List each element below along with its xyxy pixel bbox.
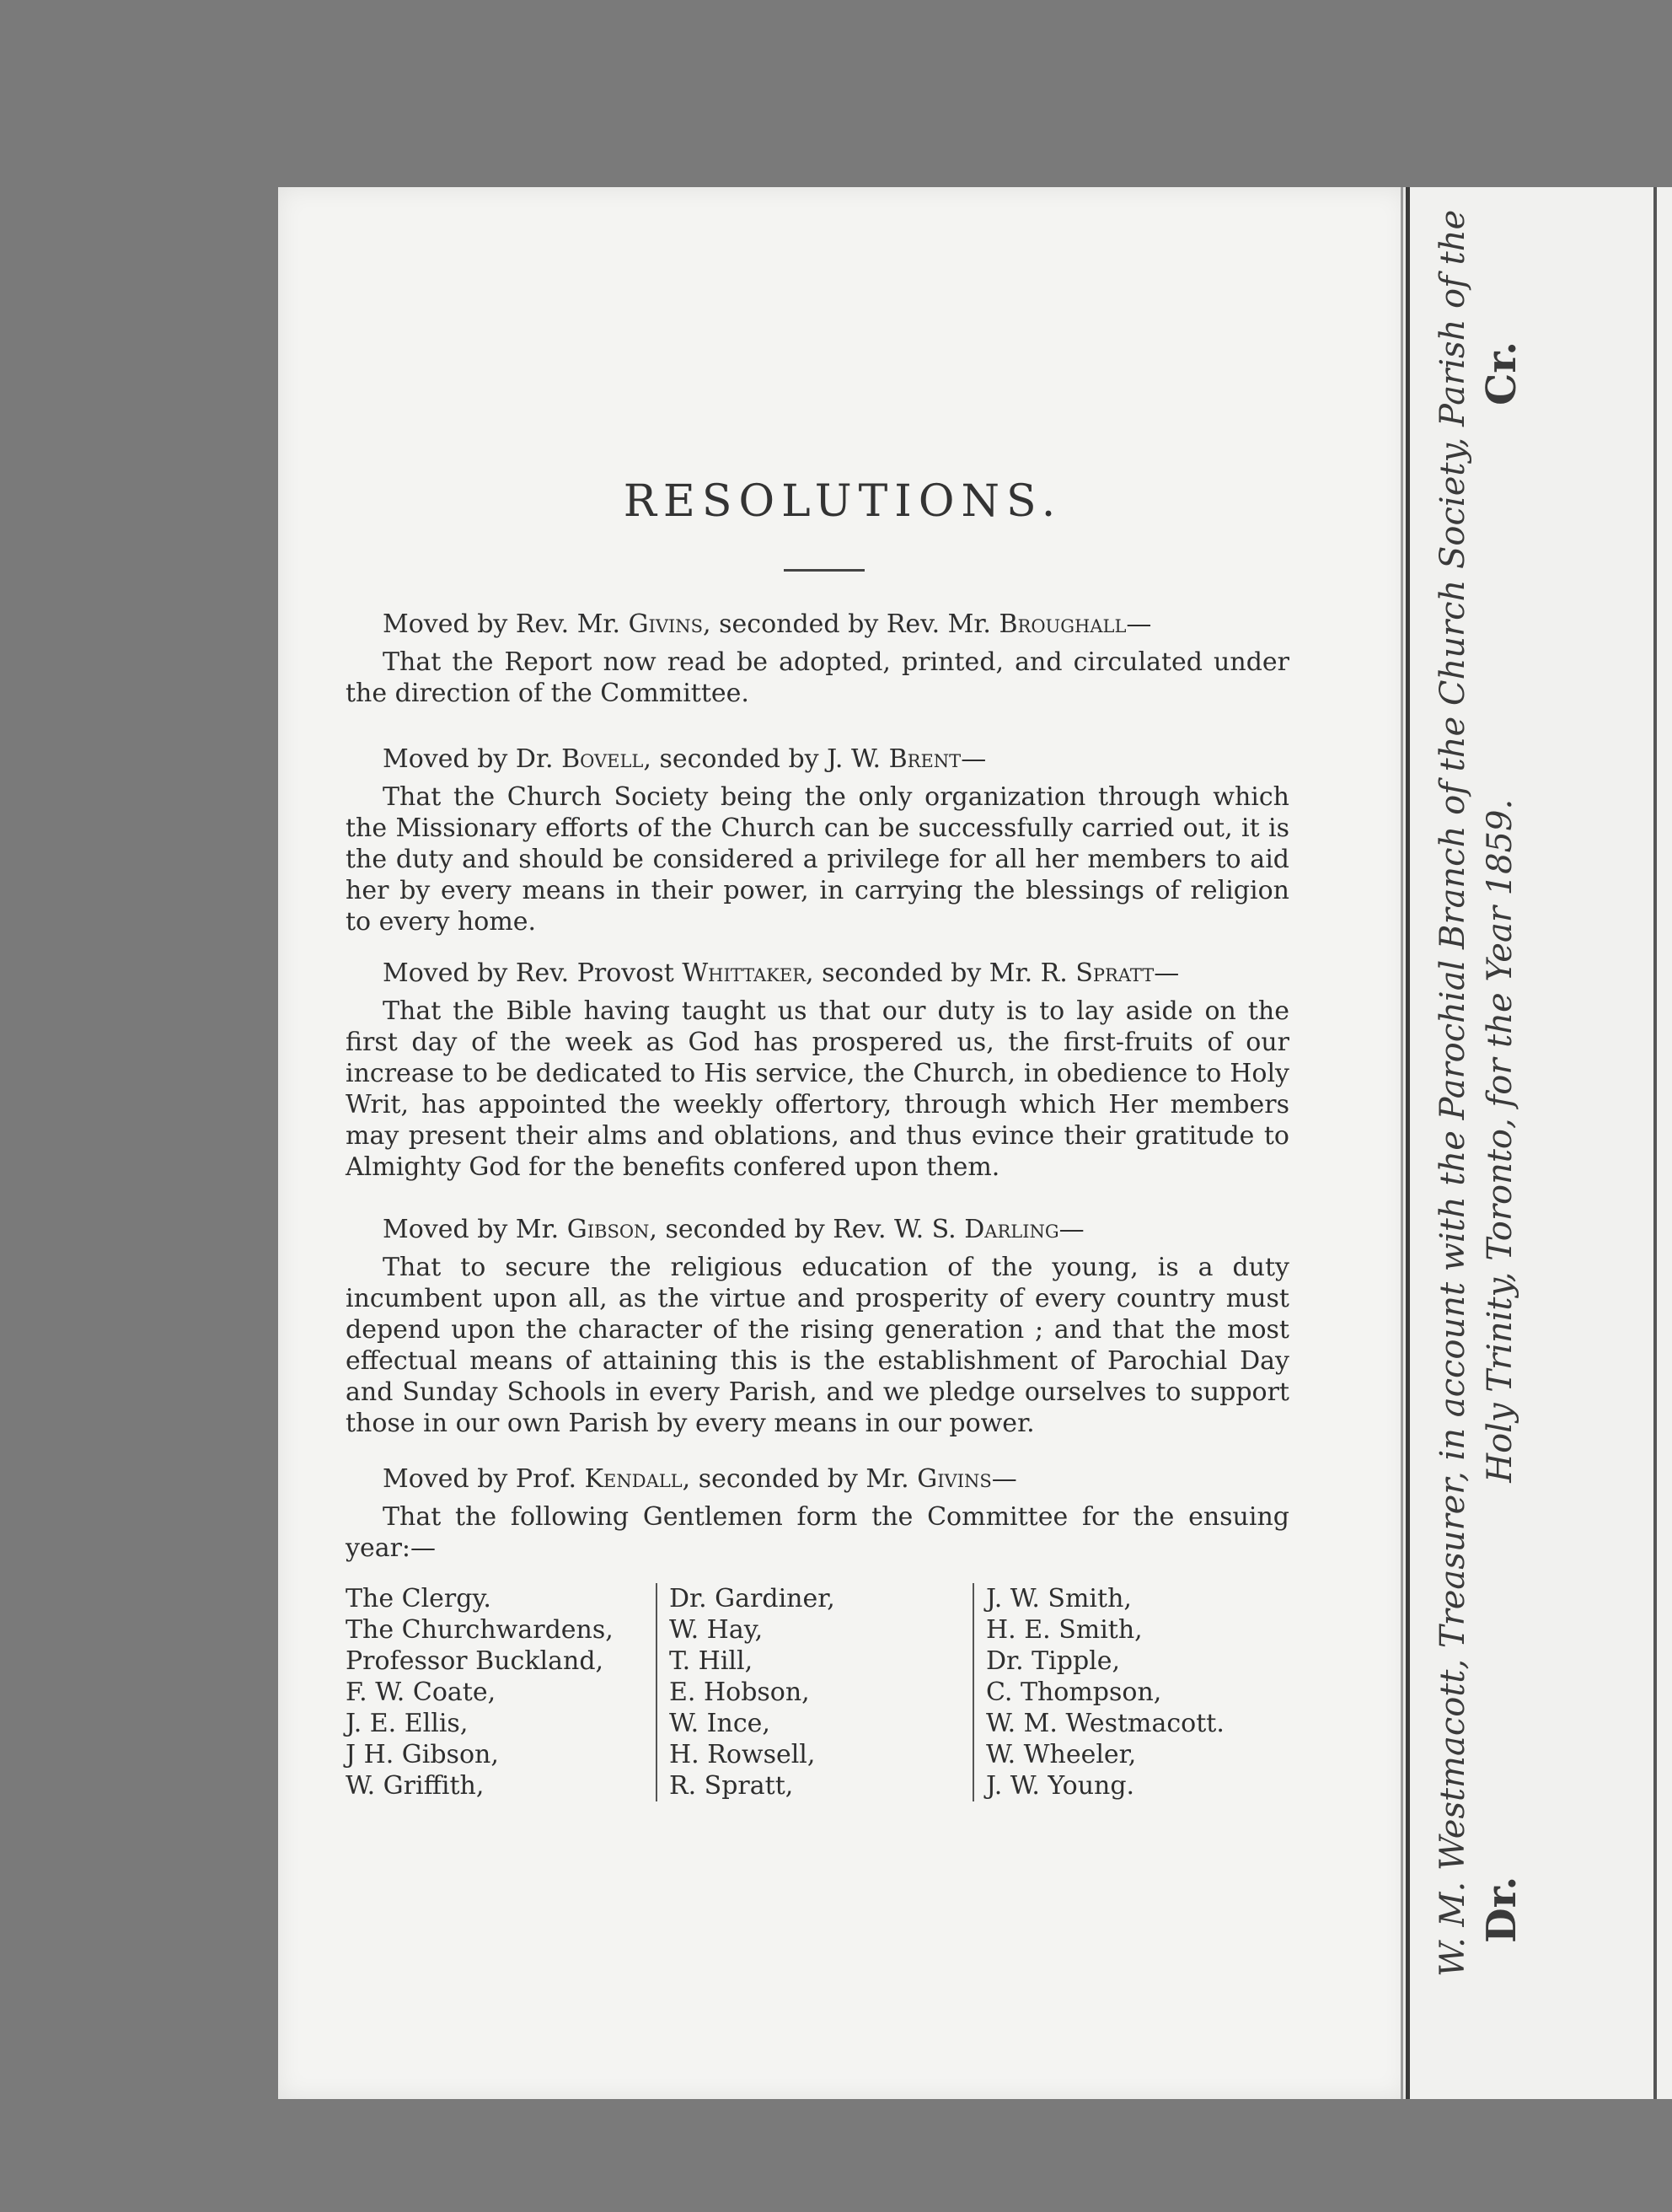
list-item: J. W. Young. bbox=[986, 1771, 1135, 1801]
list-item: J. E. Ellis, bbox=[346, 1709, 469, 1738]
list-item: W. Wheeler, bbox=[986, 1740, 1137, 1769]
list-item: R. Spratt, bbox=[669, 1771, 794, 1801]
resolution-text: That the Bible having taught us that our duty is to lay aside on the first day of the week as God has prospered us, the first-fruits of our increase to be dedicated to His service, the Church, in obedience to Holy Writ, has appointed the weekly offertory, through which Her members may present their alms and oblations, and thus evince their gratitude to Almighty God for the benefits confered upon them. bbox=[346, 996, 1289, 1182]
motion-line: Moved by Rev. Provost Whittaker, seconded by Mr. R. Spratt— bbox=[383, 958, 1180, 988]
committee-column-1 bbox=[346, 1583, 657, 1801]
list-item: H. Rowsell, bbox=[669, 1740, 816, 1769]
section-5 bbox=[346, 1463, 1289, 1564]
list-item: H. E. Smith, bbox=[986, 1615, 1143, 1645]
list-item: T. Hill, bbox=[669, 1646, 753, 1676]
motion-line: Moved by Dr. Bovell, seconded by J. W. Brent— bbox=[383, 744, 987, 774]
committee-column-3 bbox=[973, 1583, 1306, 1801]
resolution-text: That to secure the religious education of the young, is a duty incumbent upon all, as the virtue and prosperity of every country must depend upon the character of the rising generation ; and that the most effectual means of attaining this is the establishment of Parochial Day and Sunday Schools in every Parish, and we pledge ourselves to support those in our own Parish by every means in our power. bbox=[346, 1253, 1289, 1438]
page-crease bbox=[1401, 187, 1403, 2099]
list-item: W. Griffith, bbox=[346, 1771, 485, 1801]
account-heading bbox=[1429, 209, 1527, 1977]
section-2 bbox=[346, 744, 1289, 937]
list-item: Dr. Tipple, bbox=[986, 1646, 1121, 1676]
list-item: Professor Buckland, bbox=[346, 1646, 604, 1676]
page-title: RESOLUTIONS. bbox=[623, 476, 1063, 527]
debit-credit-row bbox=[1476, 308, 1527, 1977]
title-rule bbox=[784, 569, 865, 572]
committee-column-2 bbox=[656, 1583, 973, 1801]
account-heading-line-2: Holy Trinity, Toronto, for the Year 1859. bbox=[1481, 798, 1519, 1483]
list-item: Dr. Gardiner, bbox=[669, 1584, 835, 1613]
resolution-text: That the Church Society being the only organization through which the Missionary efforts of the Church can be successfully carried out, it is the duty and should be considered a privilege for all her members to aid her by every means in their power, in carrying the blessings of religion to every home. bbox=[346, 782, 1289, 937]
section-3 bbox=[346, 958, 1289, 1183]
credit-label: Cr. bbox=[1478, 341, 1525, 405]
list-item: W. Ince, bbox=[669, 1709, 770, 1738]
list-item: J H. Gibson, bbox=[346, 1740, 499, 1769]
account-heading-line-1: W. M. Westmacott, Treasurer, in account with the Parochial Branch of the Church Society, Parish of the bbox=[1434, 209, 1472, 1977]
sheet-frame-rule bbox=[1653, 187, 1657, 2099]
list-item: E. Hobson, bbox=[669, 1678, 810, 1707]
motion-line: Moved by Prof. Kendall, seconded by Mr. Givins— bbox=[383, 1464, 1017, 1494]
section-1 bbox=[346, 609, 1289, 709]
resolution-text: That the following Gentlemen form the Committee for the ensuing year:— bbox=[346, 1502, 1289, 1563]
resolution-text: That the Report now read be adopted, printed, and circulated under the direction of the Committee. bbox=[346, 647, 1289, 708]
committee-list bbox=[346, 1583, 1306, 1811]
motion-line: Moved by Mr. Gibson, seconded by Rev. W. S. Darling— bbox=[383, 1215, 1085, 1244]
motion-line: Moved by Rev. Mr. Givins, seconded by Rev. Mr. Broughall— bbox=[383, 609, 1152, 639]
list-item: W. Hay, bbox=[669, 1615, 764, 1645]
debit-label: Dr. bbox=[1478, 1876, 1525, 1943]
list-item: F. W. Coate, bbox=[346, 1678, 496, 1707]
list-item: W. M. Westmacott. bbox=[986, 1709, 1225, 1738]
list-item: The Clergy. bbox=[346, 1584, 491, 1613]
section-4 bbox=[346, 1214, 1289, 1439]
list-item: The Churchwardens, bbox=[346, 1615, 614, 1645]
list-item: J. W. Smith, bbox=[986, 1584, 1132, 1613]
list-item: C. Thompson, bbox=[986, 1678, 1162, 1707]
